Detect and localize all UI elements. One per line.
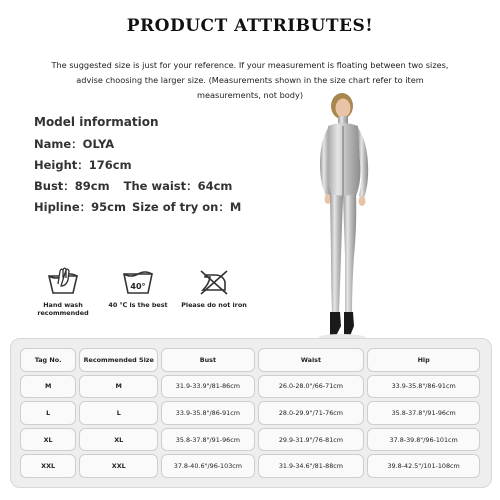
header-waist: Waist: [258, 348, 365, 372]
care-label: Please do not iron: [181, 301, 247, 309]
care-label: recommended: [37, 309, 89, 317]
notice-line: advise choosing the larger size. (Measurements shown in the size chart refer to item: [76, 75, 424, 85]
header-recommended-size: Recommended Size: [79, 348, 158, 372]
notice-line: The suggested size is just for your reference. If your measurement is floating between two sizes,: [51, 60, 449, 70]
wash-40-icon: [121, 266, 155, 296]
cell-recommended-size: M: [79, 375, 158, 399]
table-row: [20, 428, 480, 452]
cell-hip: 39.8-42.5"/101-108cm: [367, 454, 480, 478]
table-row: [20, 401, 480, 425]
no-iron-icon: [197, 266, 231, 296]
table-row: [20, 454, 480, 478]
model-name: Name：OLYA: [34, 137, 115, 151]
model-heading: Model information: [34, 115, 159, 129]
cell-waist: 31.9-34.6"/81-88cm: [258, 454, 365, 478]
model-photo: [290, 86, 400, 344]
cell-hip: 37.8-39.8"/96-101cm: [367, 428, 480, 452]
model-bust: Bust：89cm: [34, 179, 110, 193]
size-notice: [22, 58, 478, 103]
care-label: 40 ℃ is the best: [108, 301, 168, 309]
cell-bust: 35.8-37.8"/91-96cm: [161, 428, 254, 452]
care-no-iron: [174, 266, 254, 309]
cell-tag-no: L: [20, 401, 76, 425]
model-hipline: Hipline：95cm: [34, 200, 126, 214]
model-waist: The waist：64cm: [123, 179, 233, 193]
care-hand-wash: [28, 266, 98, 317]
cell-tag-no: XL: [20, 428, 76, 452]
cell-hip: 33.9-35.8"/86-91cm: [367, 375, 480, 399]
page-title: PRODUCT ATTRIBUTES!: [126, 16, 374, 36]
cell-waist: 29.9-31.9"/76-81cm: [258, 428, 365, 452]
cell-tag-no: M: [20, 375, 76, 399]
cell-bust: 37.8-40.6"/96-103cm: [161, 454, 254, 478]
cell-recommended-size: XL: [79, 428, 158, 452]
cell-bust: 31.9-33.9"/81-86cm: [161, 375, 254, 399]
cell-recommended-size: XXL: [79, 454, 158, 478]
table-header-row: [20, 348, 480, 372]
table-row: [20, 375, 480, 399]
size-table: [17, 345, 483, 481]
care-wash-40: [100, 266, 176, 309]
header-hip: Hip: [367, 348, 480, 372]
header-tag-no: Tag No.: [20, 348, 76, 372]
cell-waist: 26.0-28.0"/66-71cm: [258, 375, 365, 399]
cell-recommended-size: L: [79, 401, 158, 425]
model-height: Height：176cm: [34, 158, 132, 172]
cell-hip: 35.8-37.8"/91-96cm: [367, 401, 480, 425]
model-bust-waist: [34, 178, 274, 199]
cell-waist: 28.0-29.9"/71-76cm: [258, 401, 365, 425]
cell-tag-no: XXL: [20, 454, 76, 478]
cell-bust: 33.9-35.8"/86-91cm: [161, 401, 254, 425]
hand-wash-icon: [46, 266, 80, 296]
header-bust: Bust: [161, 348, 254, 372]
care-label: Hand wash: [43, 301, 83, 309]
notice-line: measurements, not body): [196, 90, 304, 100]
size-chart: [10, 338, 492, 488]
model-information: [34, 115, 274, 220]
model-hip-size: [34, 199, 274, 220]
wash-temperature: 40°: [130, 282, 146, 291]
model-try-on-size: Size of try on：M: [131, 200, 242, 214]
